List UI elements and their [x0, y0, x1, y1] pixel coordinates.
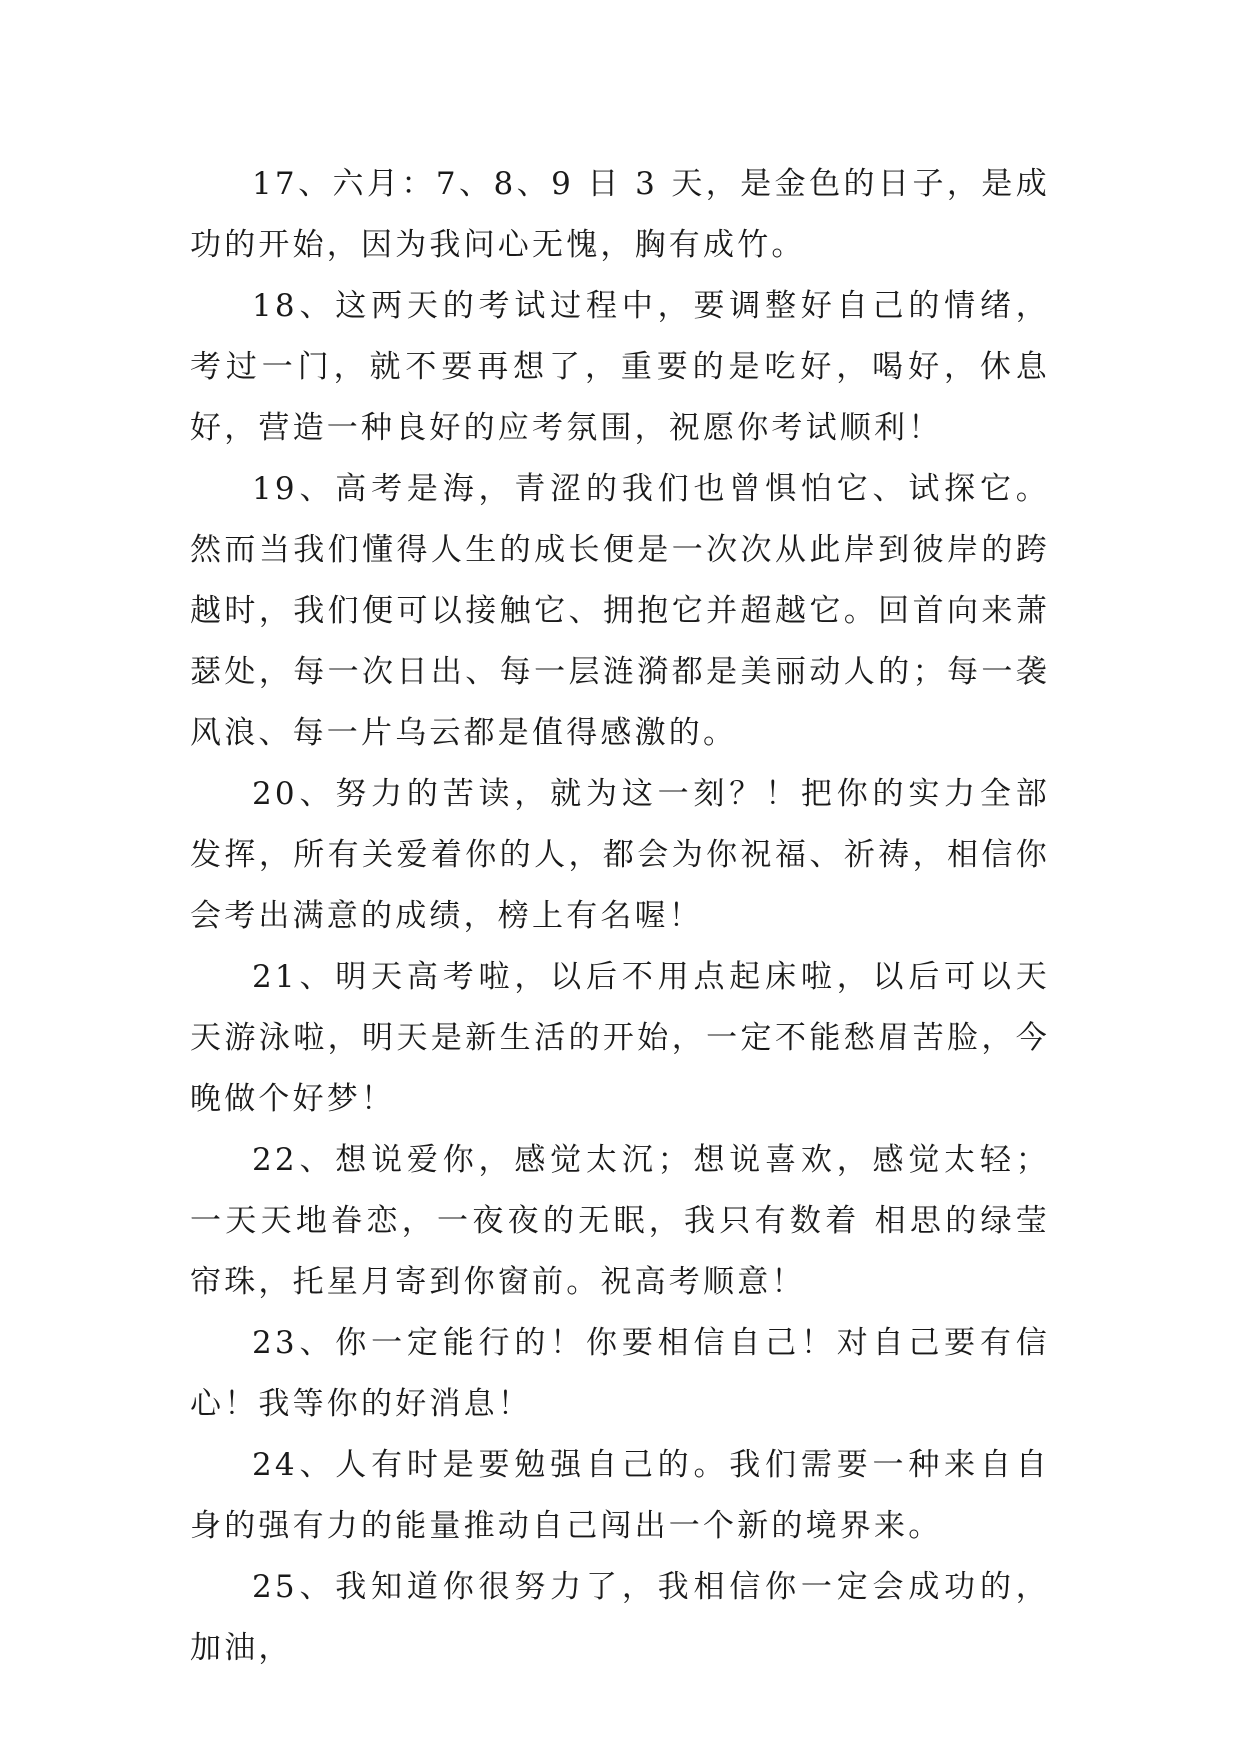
paragraph-18: 18、这两天的考试过程中，要调整好自己的情绪，考过一门，就不要再想了，重要的是吃好，喝好，休息好，营造一种良好的应考氛围，祝愿你考试顺利！ [190, 288, 1050, 446]
paragraph-22: 22、想说爱你，感觉太沉；想说喜欢，感觉太轻；一天天地眷恋，一夜夜的无眠，我只有数着 相思的绿莹帘珠，托星月寄到你窗前。祝高考顺意！ [190, 1142, 1050, 1300]
document-body [190, 154, 1050, 1679]
paragraph-17: 17、六月：7、8、9 日 3 天，是金色的日子，是成功的开始，因为我问心无愧，胸有成竹。 [190, 166, 1050, 263]
paragraph-19: 19、高考是海，青涩的我们也曾惧怕它、试探它。然而当我们懂得人生的成长便是一次次从此岸到彼岸的跨越时，我们便可以接触它、拥抱它并超越它。回首向来萧瑟处，每一次日出、每一层涟漪都是美丽动人的；每一袭风浪、每一片乌云都是值得感激的。 [190, 471, 1050, 751]
paragraph-25: 25、我知道你很努力了，我相信你一定会成功的，加油， [190, 1569, 1050, 1666]
paragraph-21: 21、明天高考啦，以后不用点起床啦，以后可以天天游泳啦，明天是新生活的开始，一定不能愁眉苦脸，今晚做个好梦！ [190, 959, 1050, 1117]
paragraph-24: 24、人有时是要勉强自己的。我们需要一种来自自身的强有力的能量推动自己闯出一个新的境界来。 [190, 1447, 1050, 1544]
paragraph-23: 23、你一定能行的！你要相信自己！对自己要有信心！我等你的好消息！ [190, 1325, 1050, 1422]
paragraph-20: 20、努力的苦读，就为这一刻？！把你的实力全部发挥，所有关爱着你的人，都会为你祝福、祈祷，相信你会考出满意的成绩，榜上有名喔！ [190, 776, 1050, 934]
